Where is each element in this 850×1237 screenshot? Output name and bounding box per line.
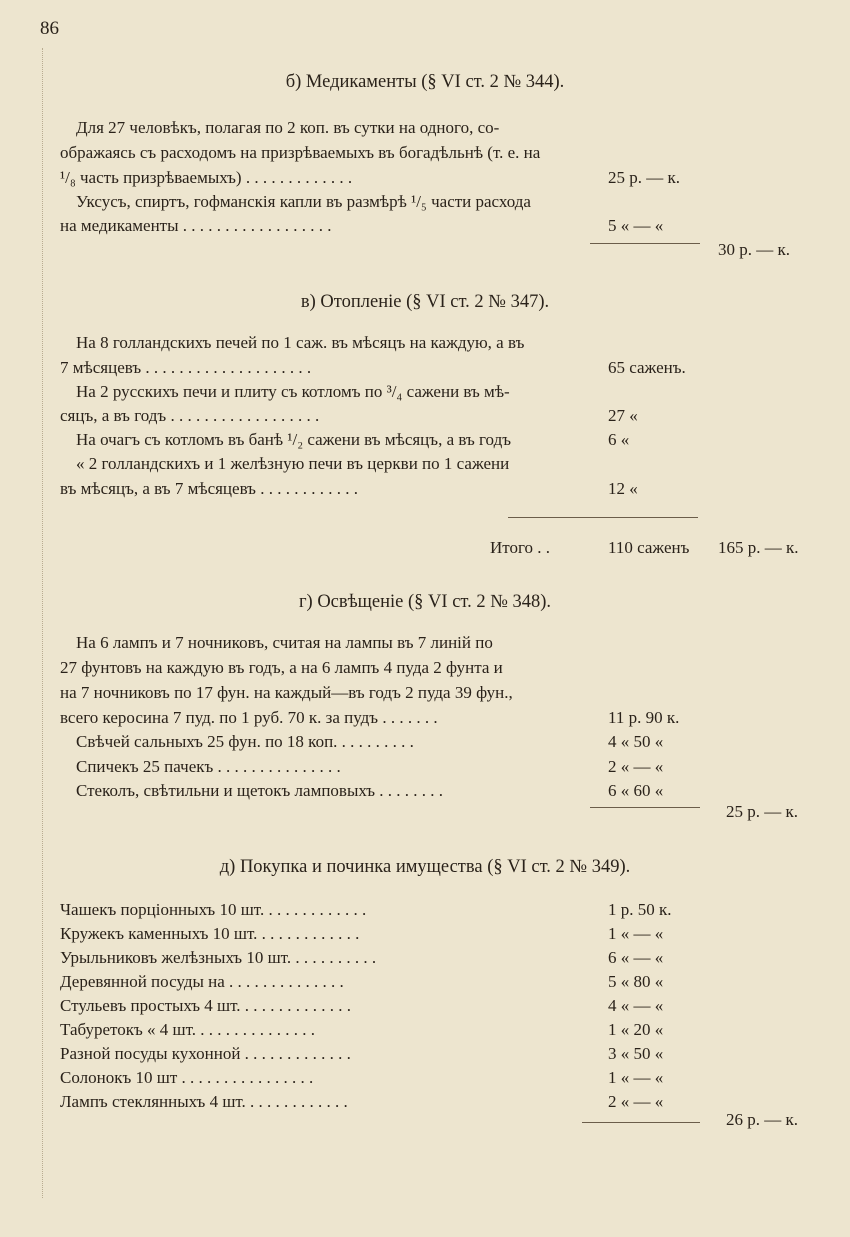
text-line: На 2 русскихъ печи и плиту съ котломъ по ³/₄ сажени въ мѣ- bbox=[76, 382, 510, 401]
list-item: Табуретокъ « 4 шт. . . . . . . . . . . . . . . bbox=[60, 1020, 316, 1039]
text-line: въ мѣсяцъ, а въ 7 мѣсяцевъ . . . . . . . . . . . . bbox=[60, 479, 358, 498]
section-total: 30 р. — к. bbox=[718, 240, 791, 259]
page-number: 86 bbox=[40, 18, 59, 39]
amount: 5 « — « bbox=[608, 216, 664, 235]
text-line: Уксусъ, спиртъ, гофманскія капли въ размѣрѣ ¹/₅ части расхода bbox=[76, 192, 531, 211]
text-line: На очагъ съ котломъ въ банѣ ¹/₂ сажени въ мѣсяцъ, а въ годъ bbox=[76, 430, 512, 449]
list-item: Урыльниковъ желѣзныхъ 10 шт. . . . . . . . . . . bbox=[60, 948, 377, 967]
amount: 6 « — « bbox=[608, 948, 664, 967]
amount: 3 « 50 « bbox=[608, 1044, 664, 1063]
sum-rule bbox=[590, 807, 700, 808]
list-item: Лампъ стеклянныхъ 4 шт. . . . . . . . . . . . . bbox=[60, 1092, 348, 1111]
amount: 1 р. 50 к. bbox=[608, 900, 672, 919]
text-line: На 8 голландскихъ печей по 1 саж. въ мѣсяцъ на каждую, а въ bbox=[76, 333, 525, 352]
list-item: Разной посуды кухонной . . . . . . . . . . . . . bbox=[60, 1044, 351, 1063]
text-line: на медикаменты . . . . . . . . . . . . . . . . . . bbox=[60, 216, 332, 235]
itogo-label: Итого . . bbox=[490, 538, 551, 557]
text-line: ображаясь съ расходомъ на призрѣваемыхъ въ богадѣльнѣ (т. е. на bbox=[60, 143, 541, 162]
sum-rule bbox=[590, 243, 700, 244]
amount: 1 « — « bbox=[608, 924, 664, 943]
list-item: Солонокъ 10 шт . . . . . . . . . . . . . . . . bbox=[60, 1068, 314, 1087]
section-total: 26 р. — к. bbox=[726, 1110, 799, 1129]
text-line: Стеколъ, свѣтильни и щетокъ ламповыхъ . . . . . . . . bbox=[76, 781, 444, 800]
text-line: 7 мѣсяцевъ . . . . . . . . . . . . . . . . . . . . bbox=[60, 358, 312, 377]
text-line: сяцъ, а въ годъ . . . . . . . . . . . . . . . . . . bbox=[60, 406, 320, 425]
amount: 6 « 60 « bbox=[608, 781, 664, 800]
text-line: На 6 лампъ и 7 ночниковъ, считая на лампы въ 7 линій по bbox=[76, 633, 493, 652]
text-line: Спичекъ 25 пачекъ . . . . . . . . . . . . . . . bbox=[76, 757, 341, 776]
page-margin-line bbox=[42, 48, 43, 1198]
amount: 2 « — « bbox=[608, 1092, 664, 1111]
amount: 5 « 80 « bbox=[608, 972, 664, 991]
list-item: Чашекъ порціонныхъ 10 шт. . . . . . . . . . . . . bbox=[60, 900, 367, 919]
section-total: 25 р. — к. bbox=[726, 802, 799, 821]
amount: 65 саженъ. bbox=[608, 358, 686, 377]
section-d-heading: д) Покупка и починка имущества (§ VI ст. 2 № 349). bbox=[219, 857, 631, 877]
amount: 27 « bbox=[608, 406, 638, 425]
text-line: ¹/₈ часть призрѣваемыхъ) . . . . . . . . . . . . . bbox=[60, 168, 353, 187]
text-line: « 2 голландскихъ и 1 желѣзную печи въ церкви по 1 сажени bbox=[76, 454, 510, 473]
section-v-heading: в) Отопленіе (§ VI ст. 2 № 347). bbox=[300, 292, 550, 312]
list-item: Стульевъ простыхъ 4 шт. . . . . . . . . . . . . . bbox=[60, 996, 352, 1015]
text-line: всего керосина 7 пуд. по 1 руб. 70 к. за пудъ . . . . . . . bbox=[60, 708, 438, 727]
amount: 6 « bbox=[608, 430, 630, 449]
amount: 25 р. — к. bbox=[608, 168, 681, 187]
section-total: 165 р. — к. bbox=[718, 538, 799, 557]
itogo-amount: 110 саженъ bbox=[608, 538, 690, 557]
amount: 4 « 50 « bbox=[608, 732, 664, 751]
amount: 1 « — « bbox=[608, 1068, 664, 1087]
amount: 11 р. 90 к. bbox=[608, 708, 680, 727]
list-item: Кружекъ каменныхъ 10 шт. . . . . . . . . . . . . bbox=[60, 924, 360, 943]
amount: 2 « — « bbox=[608, 757, 664, 776]
amount: 1 « 20 « bbox=[608, 1020, 664, 1039]
text-line: 27 фунтовъ на каждую въ годъ, а на 6 лампъ 4 пуда 2 фунта и bbox=[60, 658, 503, 677]
text-line: Для 27 человѣкъ, полагая по 2 коп. въ сутки на одного, со- bbox=[76, 118, 500, 137]
list-item: Деревянной посуды на . . . . . . . . . . . . . . bbox=[60, 972, 344, 991]
amount: 4 « — « bbox=[608, 996, 664, 1015]
text-line: на 7 ночниковъ по 17 фун. на каждый—въ годъ 2 пуда 39 фун., bbox=[60, 683, 513, 702]
text-line: Свѣчей сальныхъ 25 фун. по 18 коп. . . . . . . . . . bbox=[76, 732, 414, 751]
sum-rule bbox=[508, 517, 698, 518]
section-g-heading: г) Освѣщеніе (§ VI ст. 2 № 348). bbox=[298, 592, 552, 612]
amount: 12 « bbox=[608, 479, 638, 498]
sum-rule bbox=[582, 1122, 700, 1123]
section-b-heading: б) Медикаменты (§ VI ст. 2 № 344). bbox=[285, 72, 565, 92]
